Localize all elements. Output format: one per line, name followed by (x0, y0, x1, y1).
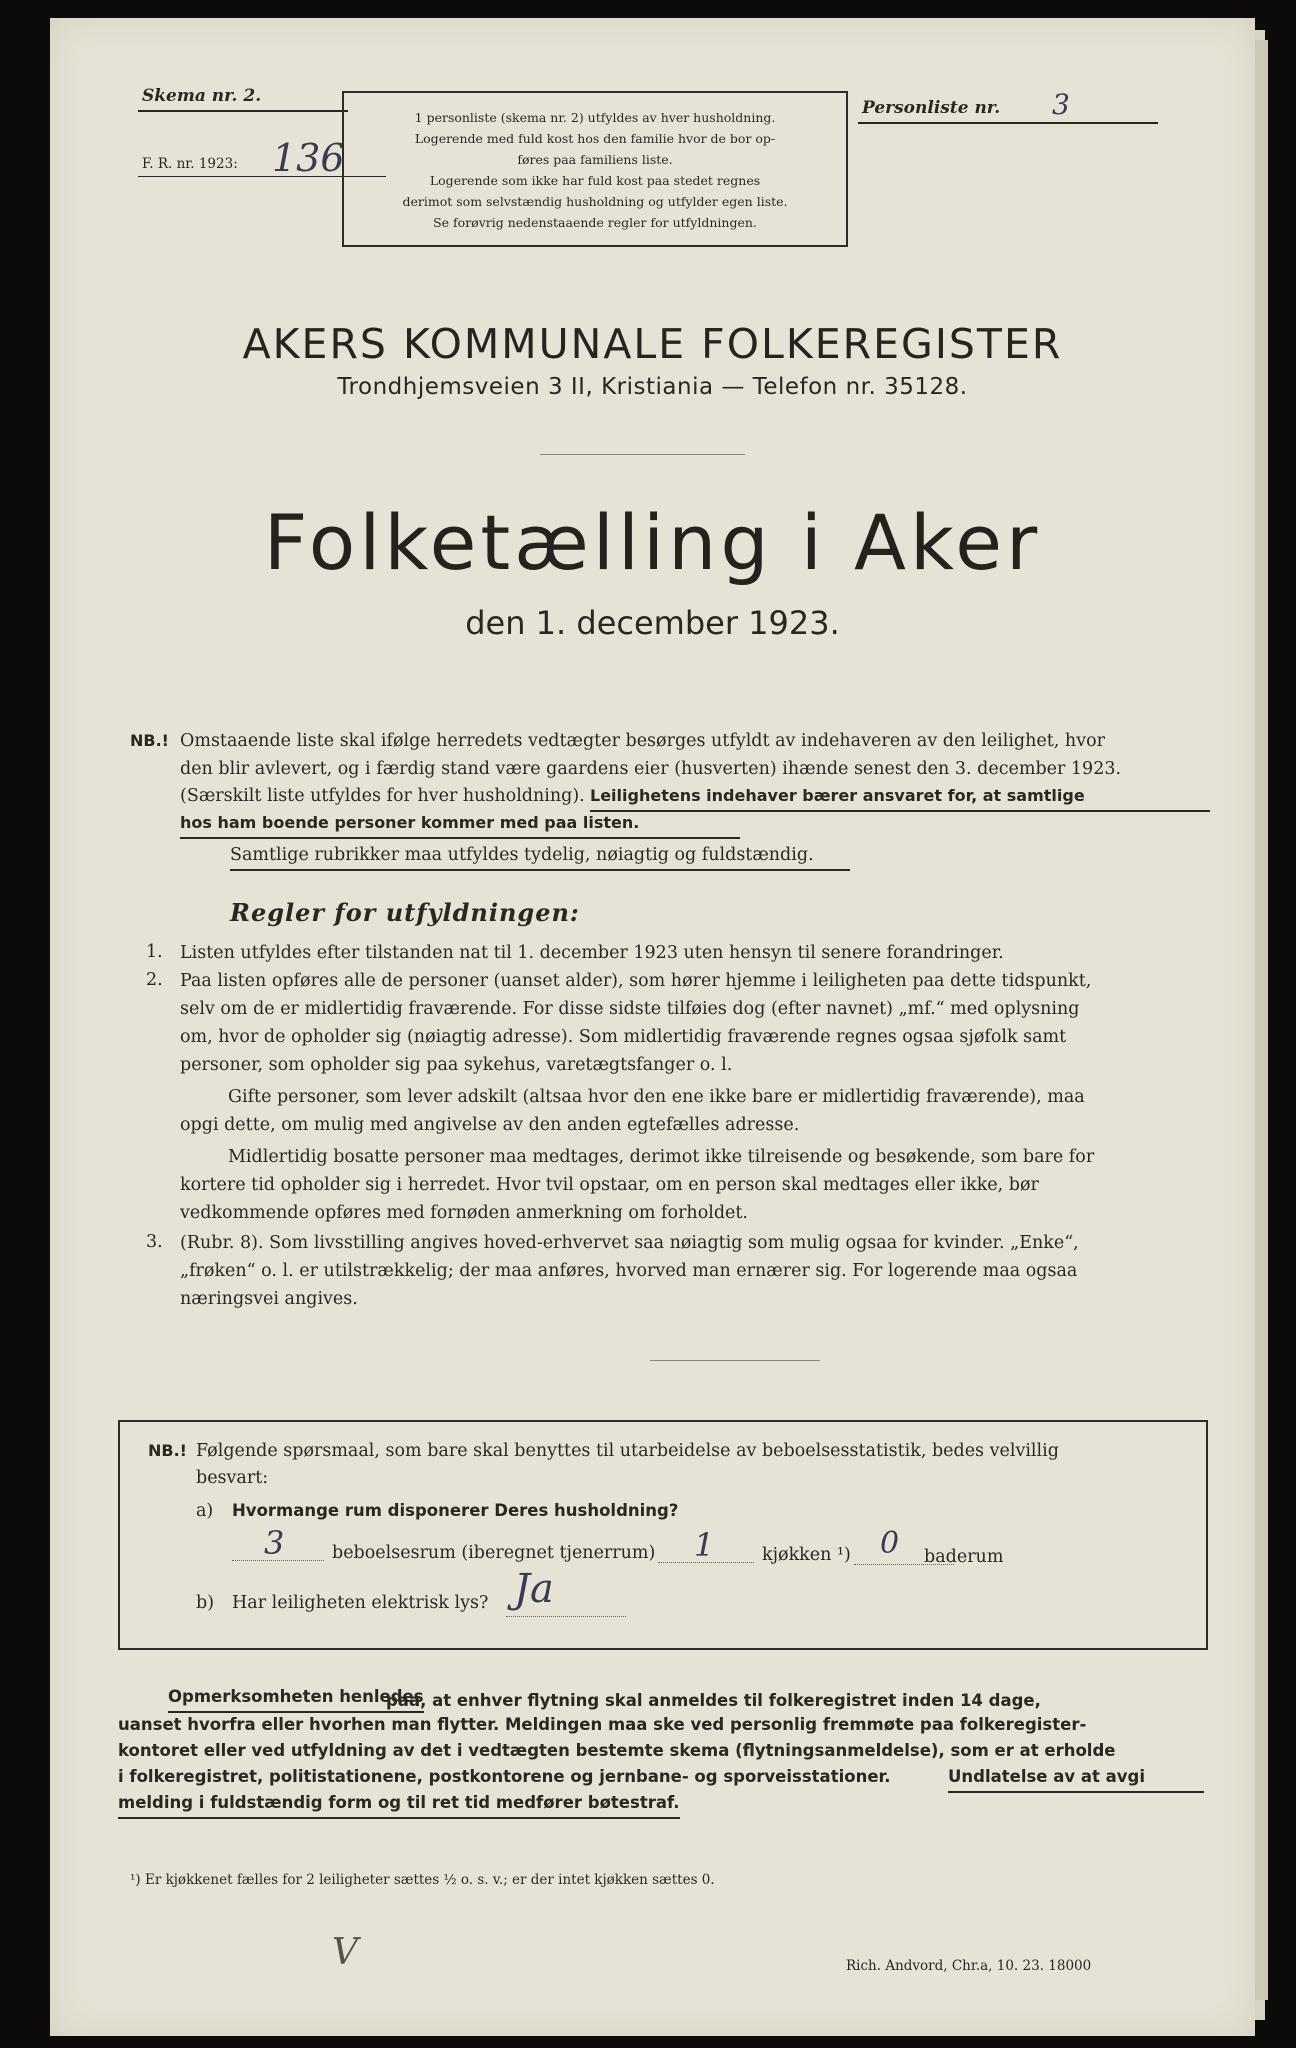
skema-rule (138, 110, 348, 112)
census-date: den 1. december 1923. (465, 604, 840, 642)
rule-3-line-1: (Rubr. 8). Som livsstilling angives hoved-erhvervet saa nøiagtig som mulig ogsaa for kvinder. „Enke“, (180, 1233, 1079, 1253)
question-b-answer-line (506, 1616, 626, 1617)
notice-line-2: uanset hvorfra eller hvorhen man flytter. Meldingen maa ske ved personlig fremmøte paa folkeregister- (118, 1715, 1087, 1734)
nb1-line-3b: Leilighetens indehaver bærer ansvaret for, at samtlige (590, 783, 1210, 812)
nb1-line-2: den blir avlevert, og i færdig stand være gaardens eier (husverten) ihænde senest den 3. december 1923. (180, 759, 1122, 779)
rule-2-line-1: Paa listen opføres alle de personer (uanset alder), som hører hjemme i leiligheten paa dette tidspunkt, (180, 971, 1092, 991)
kitchen-value: 1 (694, 1526, 715, 1564)
question-b-answer: Ja (514, 1566, 554, 1612)
divider-2 (650, 1360, 820, 1361)
rule-2-line-9: vedkommende opføres med fornøden anmerkning om forholdet. (180, 1203, 748, 1223)
question-b-text: Har leiligheten elektrisk lys? (232, 1593, 489, 1613)
box-line-6: Se forøvrig nedenstaaende regler for utfyldningen. (433, 215, 757, 230)
question-a-label: a) (196, 1501, 214, 1521)
nb1-label: NB.! (130, 731, 169, 750)
rule-3-line-3: næringsvei angives. (180, 1289, 358, 1309)
personliste-value: 3 (1052, 88, 1070, 121)
rooms-value: 3 (264, 1524, 285, 1562)
fr-value: 136 (272, 136, 345, 180)
rule-2-line-2: selv om de er midlertidig fraværende. For disse sidste tilføies dog (efter navnet) „mf.“ med oplysning (180, 999, 1080, 1019)
printer-imprint: Rich. Andvord, Chr.a, 10. 23. 18000 (846, 1958, 1092, 1974)
bath-label: baderum (924, 1547, 1004, 1567)
rules-heading: Regler for utfyldningen: (230, 898, 580, 927)
divider-1 (540, 454, 745, 455)
fr-label: F. R. nr. 1923: (142, 156, 238, 172)
office-title: AKERS KOMMUNALE FOLKEREGISTER (242, 320, 1063, 368)
rule-3-line-2: „frøken“ o. l. er utilstrækkelig; der maa anføres, hvorved man ernærer sig. For logerende maa ogsaa (180, 1261, 1078, 1281)
main-title: Folketælling i Aker (263, 498, 1042, 587)
nb2-label: NB.! (148, 1441, 187, 1460)
personliste-rule (858, 122, 1158, 124)
nb1-line-3: (Særskilt liste utfyldes for hver husholdning). (180, 786, 585, 806)
office-address: Trondhjemsveien 3 II, Kristiania — Telefon nr. 35128. (337, 374, 968, 400)
pencil-mark: V (332, 1932, 358, 1973)
box-line-2: Logerende med fuld kost hos den familie hvor de bor op- (414, 131, 776, 146)
notice-line-4a: i folkeregistret, politistationene, postkontorene og jernbane- og sporveisstationer. (118, 1767, 891, 1786)
rule-1-number: 1. (146, 942, 163, 962)
nb1-line-5: Samtlige rubrikker maa utfyldes tydelig, nøiagtig og fuldstændig. (230, 842, 850, 871)
notice-line-3: kontoret eller ved utfyldning av det i vedtægten bestemte skema (flytningsanmeldelse), som er at erholde (118, 1741, 1116, 1760)
rule-3-number: 3. (146, 1232, 163, 1252)
question-a-text: Hvormange rum disponerer Deres husholdning? (232, 1501, 679, 1520)
footnote: ¹) Er kjøkkenet fælles for 2 leiligheter sættes ½ o. s. v.; er der intet kjøkken sættes 0. (130, 1872, 715, 1888)
kitchen-label: kjøkken ¹) (762, 1545, 851, 1565)
skema-label: Skema nr. 2. (142, 86, 262, 106)
census-form-sheet (50, 18, 1255, 2036)
personliste-label: Personliste nr. (862, 98, 1001, 118)
box-line-5: derimot som selvstændig husholdning og utfylder egen liste. (402, 194, 788, 209)
nb1-line-4: hos ham boende personer kommer med paa listen. (180, 810, 740, 839)
notice-line-1a: Opmerksomheten henledes (168, 1684, 424, 1713)
rule-1-text: Listen utfyldes efter tilstanden nat til 1. december 1923 uten hensyn til senere forandringer. (180, 943, 1004, 963)
rule-2-line-7: Midlertidig bosatte personer maa medtages, derimot ikke tilreisende og besøkende, som bare for (228, 1147, 1095, 1167)
nb1-line-1: Omstaaende liste skal ifølge herredets vedtægter besørges utfyldt av indehaveren av den leilighet, hvor (180, 731, 1105, 751)
nb2-intro-1: Følgende spørsmaal, som bare skal benyttes til utarbeidelse av beboelsesstatistik, bedes velvillig (196, 1441, 1059, 1461)
box-line-1: 1 personliste (skema nr. 2) utfyldes av hver husholdning. (414, 110, 776, 125)
rule-2-line-6: opgi dette, om mulig med angivelse av den anden egtefælles adresse. (180, 1115, 800, 1135)
box-line-4: Logerende som ikke har fuld kost paa stedet regnes (429, 173, 761, 188)
question-b-label: b) (196, 1593, 215, 1613)
rooms-label: beboelsesrum (iberegnet tjenerrum) (332, 1543, 656, 1563)
notice-line-4b: Undlatelse av at avgi (948, 1764, 1204, 1793)
rule-2-line-8: kortere tid opholder sig i herredet. Hvor tvil opstaar, om en person skal medtages eller ikke, bør (180, 1175, 1039, 1195)
nb2-intro-2: besvart: (196, 1468, 269, 1488)
household-info-box (342, 91, 848, 247)
bath-value: 0 (880, 1526, 900, 1561)
notice-line-5: melding i fuldstændig form og til ret tid medfører bøtestraf. (118, 1790, 680, 1819)
notice-line-1b: paa, at enhver flytning skal anmeldes til folkeregistret inden 14 dage, (386, 1691, 1041, 1710)
rule-2-line-5: Gifte personer, som lever adskilt (altsaa hvor den ene ikke bare er midlertidig fraværende), maa (228, 1087, 1085, 1107)
rule-2-number: 2. (146, 970, 163, 990)
box-line-3: føres paa familiens liste. (517, 152, 673, 167)
rule-2-line-3: om, hvor de opholder sig (nøiagtig adresse). Som midlertidig fraværende regnes ogsaa sjøfolk samt (180, 1027, 1067, 1047)
rule-2-line-4: personer, som opholder sig paa sykehus, varetægtsfanger o. l. (180, 1055, 733, 1075)
